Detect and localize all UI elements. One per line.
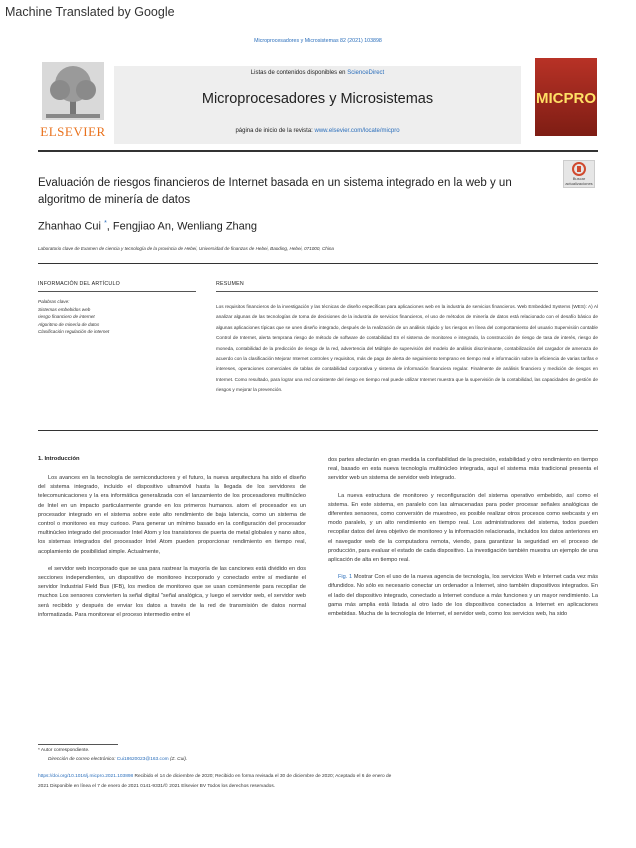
paragraph-text: Mostrar Con el uso de la nueva agencia de tecnología, los servicios Web e Internet cada vez más difundidos. No sólo es necesario conectar un ordenador a Internet, sino también dispositivos integrados. En el lado del dispositivo integrado, conectado a Internet conduce a más funciones y un mayor rendimiento. La gama más amplia está listada al otro lado de los dispositivos conectados a Internet en aplicaciones embebidas. Mucha de la tecnología de Internet, el servidor web, como los servicios web, ha sido <box>328 574 599 618</box>
left-column <box>38 474 306 628</box>
homepage-link[interactable]: www.elsevier.com/locate/micpro <box>314 128 400 134</box>
abstract-text: Los requisitos financieros de la investigación y las técnicas de diseño específicas para aplicaciones web en la industria de servicios financieros. Web Embedded Systems (WES): A) Al analizar algunas de las tecnologías de toma de decisiones de la industria de servicios financieros, el uso de métodos de minería de datos está relacionado con el desafío básico de algunas aplicaciones típicas que se unen diseño integrado, después de la realización de un análisis rápido y los riesgos en línea del comportamiento del usuario Supervisión contable Control de Internet, alerta temprana riesgo de método de software de contabilidad En el sistema de monitoreo e integrado, la construcción de riesgo de tasa de interés, riesgo de moneda, contabilidad de la predicción de riesgo de la red, advertencia del Múltiple de supervisión del modelo de análisis discriminante, contabilización del cargador de amenaza de acuerdo con la clasificación Mejorar Internet controles y requisitos, más de pago de alerta de seguimiento temprano en tiempo real e información sobre la eficiencia de varias tarifas e intereses, operaciones comerciales de tablas de contabilidad corporativa y sistema de información financiera regular. Finalmente de análisis financiero y medición de riesgos en Internet. Como resultado, para lograr una red consistente del riesgo en tiempo real puede utilizar Internet muestra que la supervisión de la contabilidad, las capacidades de gestión de riesgos y mejorar la prevención. <box>216 304 598 393</box>
machine-translated-banner: Machine Translated by Google <box>5 5 175 19</box>
first-author[interactable]: Zhanhao Cui <box>38 220 101 233</box>
abstract-heading: RESUMEN <box>216 281 244 287</box>
abstract-divider <box>38 430 598 431</box>
elsevier-tree-logo <box>42 62 104 120</box>
homepage-prefix: página de inicio de la revista: <box>235 128 315 134</box>
right-column <box>328 456 598 627</box>
sciencedirect-link[interactable]: ScienceDirect <box>347 70 385 76</box>
keyword-item: Sistemas embebidos web <box>38 306 91 312</box>
footnote-divider <box>38 744 118 745</box>
header-divider <box>38 150 598 152</box>
body-paragraph: el servidor web incorporado que se usa para rastrear la mayoría de las canciones está dividido en dos secciones independientes, un dispositivo de monitoreo incorporado y conectado entre sí mediante el servidor Industrial Field Bus (IFB), los medios de monitoreo que se usan comúnmente para recopilar de muchos Los sensores convierten la señal digital "señal analógica, y luego el servidor web, el servidor web será recibido y después de enviar los datos a través de la red de transmisión de datos normal informatizada. Para monitorear el proceso intermedio entre el <box>38 565 306 618</box>
section-heading-introduction: 1. Introducción <box>38 456 80 462</box>
history-text: Recibido el 14 de diciembre de 2020; Recibido en forma revisada el 30 de diciembre de 2020; Aceptado el 6 de enero de 2021 Disponible en línea el 7 de enero de 2021 0141-9331/© 2021 Elsevier BV Todos los derechos reservados. <box>38 774 392 789</box>
paper-title: Evaluación de riesgos financieros de Internet basada en un sistema integrado en la web y un algoritmo de minería de datos <box>38 177 512 206</box>
article-info-heading: INFORMACIÓN DEL ARTÍCULO <box>38 281 120 287</box>
email-label: Dirección de correo electrónico: <box>48 757 117 762</box>
corresponding-author-note: * Autor correspondiente. <box>38 748 90 753</box>
keyword-item: riesgo financiero de internet <box>38 314 95 320</box>
title-divider <box>38 263 598 264</box>
article-info-underline <box>38 291 196 292</box>
contents-availability <box>114 70 521 76</box>
body-paragraph: Los avances en la tecnología de semiconductores y el futuro, la nueva arquitectura ha sido el diseño del sistema integrado, incluido el dispositivo ultramóvil hasta la llegada de los servidores de telecomunicaciones y la era informática generalizada con el lanzamiento de los procesadores multinúcleo de Intel en un impacto particularmente grande en los primeros humanos. atom el procesador es un procesador integrado en el sistema sobre este alto rendimiento de baja latencia, como un sistema de control o monitoreo es muy curioso. Para generar un mínimo basado en la configuración del procesador multinúcleo integrado del procesador Intel Atom y los transistores de puerta de metal globales y nano altos, los sistemas integrados del procesador Intel Atom pueden proporcionar rendimiento en tiempo real, acoplamiento de posibilidad simple. Actualmente, <box>38 475 306 555</box>
article-history <box>38 772 398 791</box>
journal-homepage <box>114 128 521 134</box>
figure-1-link[interactable]: Fig. 1 <box>338 574 353 581</box>
corresponding-author-mark[interactable]: * <box>104 220 107 227</box>
body-paragraph <box>328 573 598 619</box>
journal-title: Microprocesadores y Microsistemas <box>201 91 434 107</box>
email-link[interactable]: Cui18620023@163.com <box>116 757 169 762</box>
publisher-logo-text: ELSEVIER <box>40 124 106 139</box>
body-paragraph: La nueva estructura de monitoreo y reconfiguración del sistema operativo embebido, así como el sistema. En este sistema, en paralelo con las almacenadas para poder procesar señales analógicas de diferentes sensores, como conversión de muestreo, es posible realizar otros procesos como webcasts y en modo paralelo, y un alto rendimiento en tiempo real. Los administradores del sistema, todos pueden recopilar datos del área objetivo de monitoreo y la información relacionada, incluidos los datos anteriores en el navegador web de la computadora remota, viendo, para garantizar la seguridad en el proceso de producción, para evaluar el estado de cada dispositivo. La investigación también muestra un ejemplo de una aplicación de alta en tiempo real. <box>328 492 598 564</box>
email-note <box>48 757 187 762</box>
check-for-updates-label: Buscar actualizaciones <box>565 176 593 186</box>
other-authors: , Fengjiao An, Wenliang Zhang <box>106 220 258 233</box>
keyword-item: Algoritmo de minería de datos <box>38 321 100 327</box>
keyword-item: Clasificación regulación de internet <box>38 329 110 335</box>
journal-reference-link[interactable]: Microprocesadores y Microsistemas 82 (2021) 103898 <box>254 38 382 44</box>
keywords-block <box>38 298 109 336</box>
journal-cover-title: MICPRO <box>536 90 596 107</box>
abstract-underline <box>216 291 598 292</box>
author-affiliation: Laboratorio clave de Examen de ciencia y tecnología de la provincia de Hebei, Universidad de finanzas de Hebei, Baoding, Hebei, 071000, China <box>38 246 334 251</box>
keywords-label: Palabras clave: <box>38 299 70 304</box>
email-suffix: (Z. Cui). <box>168 757 188 762</box>
author-list <box>38 220 257 233</box>
contents-prefix: Listas de contenidos disponibles en <box>250 70 348 76</box>
doi-link[interactable]: https://doi.org/10.1016/j.micpro.2021.103898 <box>38 774 134 779</box>
body-paragraph: dos partes afectarán en gran medida la confiabilidad de la precisión, estabilidad y otro rendimiento en tiempo real, basado en esta nueva tecnología multinúcleo integrada, aquí el sistema más tradicional presenta el servidor web un sistema de servidor web integrado. <box>328 457 598 482</box>
